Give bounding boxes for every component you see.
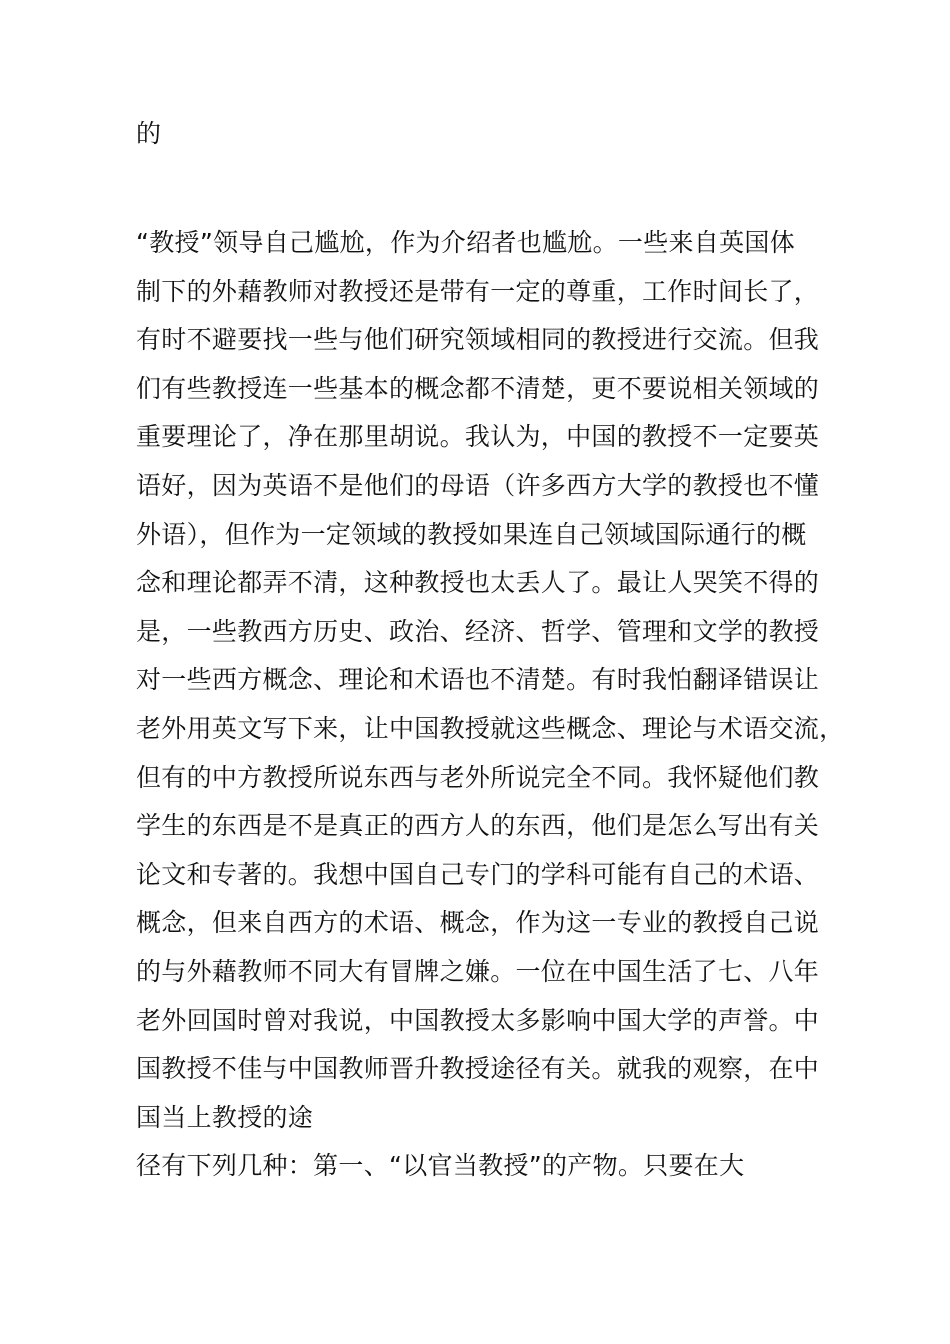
text-line: 语好，因为英语不是他们的母语（许多西方大学的教授也不懂 [136,470,820,500]
text-line: 径有下列几种：第一、“以官当教授”的产物。只要在大 [136,1151,745,1181]
text-line: 论文和专著的。我想中国自己专门的学科可能有自己的术语、 [136,859,820,889]
text-line: 老外用英文写下来，让中国教授就这些概念、理论与术语交流， [136,713,845,743]
text-line: 念和理论都弄不清，这种教授也太丢人了。最让人哭笑不得的 [136,568,820,598]
text-line: 老外回国时曾对我说，中国教授太多影响中国大学的声誉。中 [136,1005,820,1035]
text-line: 学生的东西是不是真正的西方人的东西，他们是怎么写出有关 [136,811,820,841]
text-line: 国教授不佳与中国教师晋升教授途径有关。就我的观察，在中 [136,1054,820,1084]
text-line: 有时不避要找一些与他们研究领域相同的教授进行交流。但我 [136,325,820,355]
text-line: 是，一些教西方历史、政治、经济、哲学、管理和文学的教授 [136,616,820,646]
text-line: “教授”领导自己尴尬，作为介绍者也尴尬。一些来自英国体 [136,228,796,257]
body-paragraph [136,219,845,1191]
text-fragment: 的 [136,119,162,148]
text-line: 概念，但来自西方的术语、概念，作为这一专业的教授自己说 [136,908,820,938]
text-line: 们有些教授连一些基本的概念都不清楚，更不要说相关领域的 [136,373,820,403]
text-line: 制下的外藉教师对教授还是带有一定的尊重，工作时间长了， [136,276,820,306]
text-line: 但有的中方教授所说东西与老外所说完全不同。我怀疑他们教 [136,762,820,792]
text-line: 对一些西方概念、理论和术语也不清楚。有时我怕翻译错误让 [136,665,820,695]
text-line: 外语），但作为一定领域的教授如果连自己领域国际通行的概 [136,519,807,549]
text-line: 的与外藉教师不同大有冒牌之嫌。一位在中国生活了七、八年 [136,956,820,986]
text-line: 重要理论了，净在那里胡说。我认为，中国的教授不一定要英 [136,422,820,452]
text-line: 国当上教授的途 [136,1102,314,1132]
